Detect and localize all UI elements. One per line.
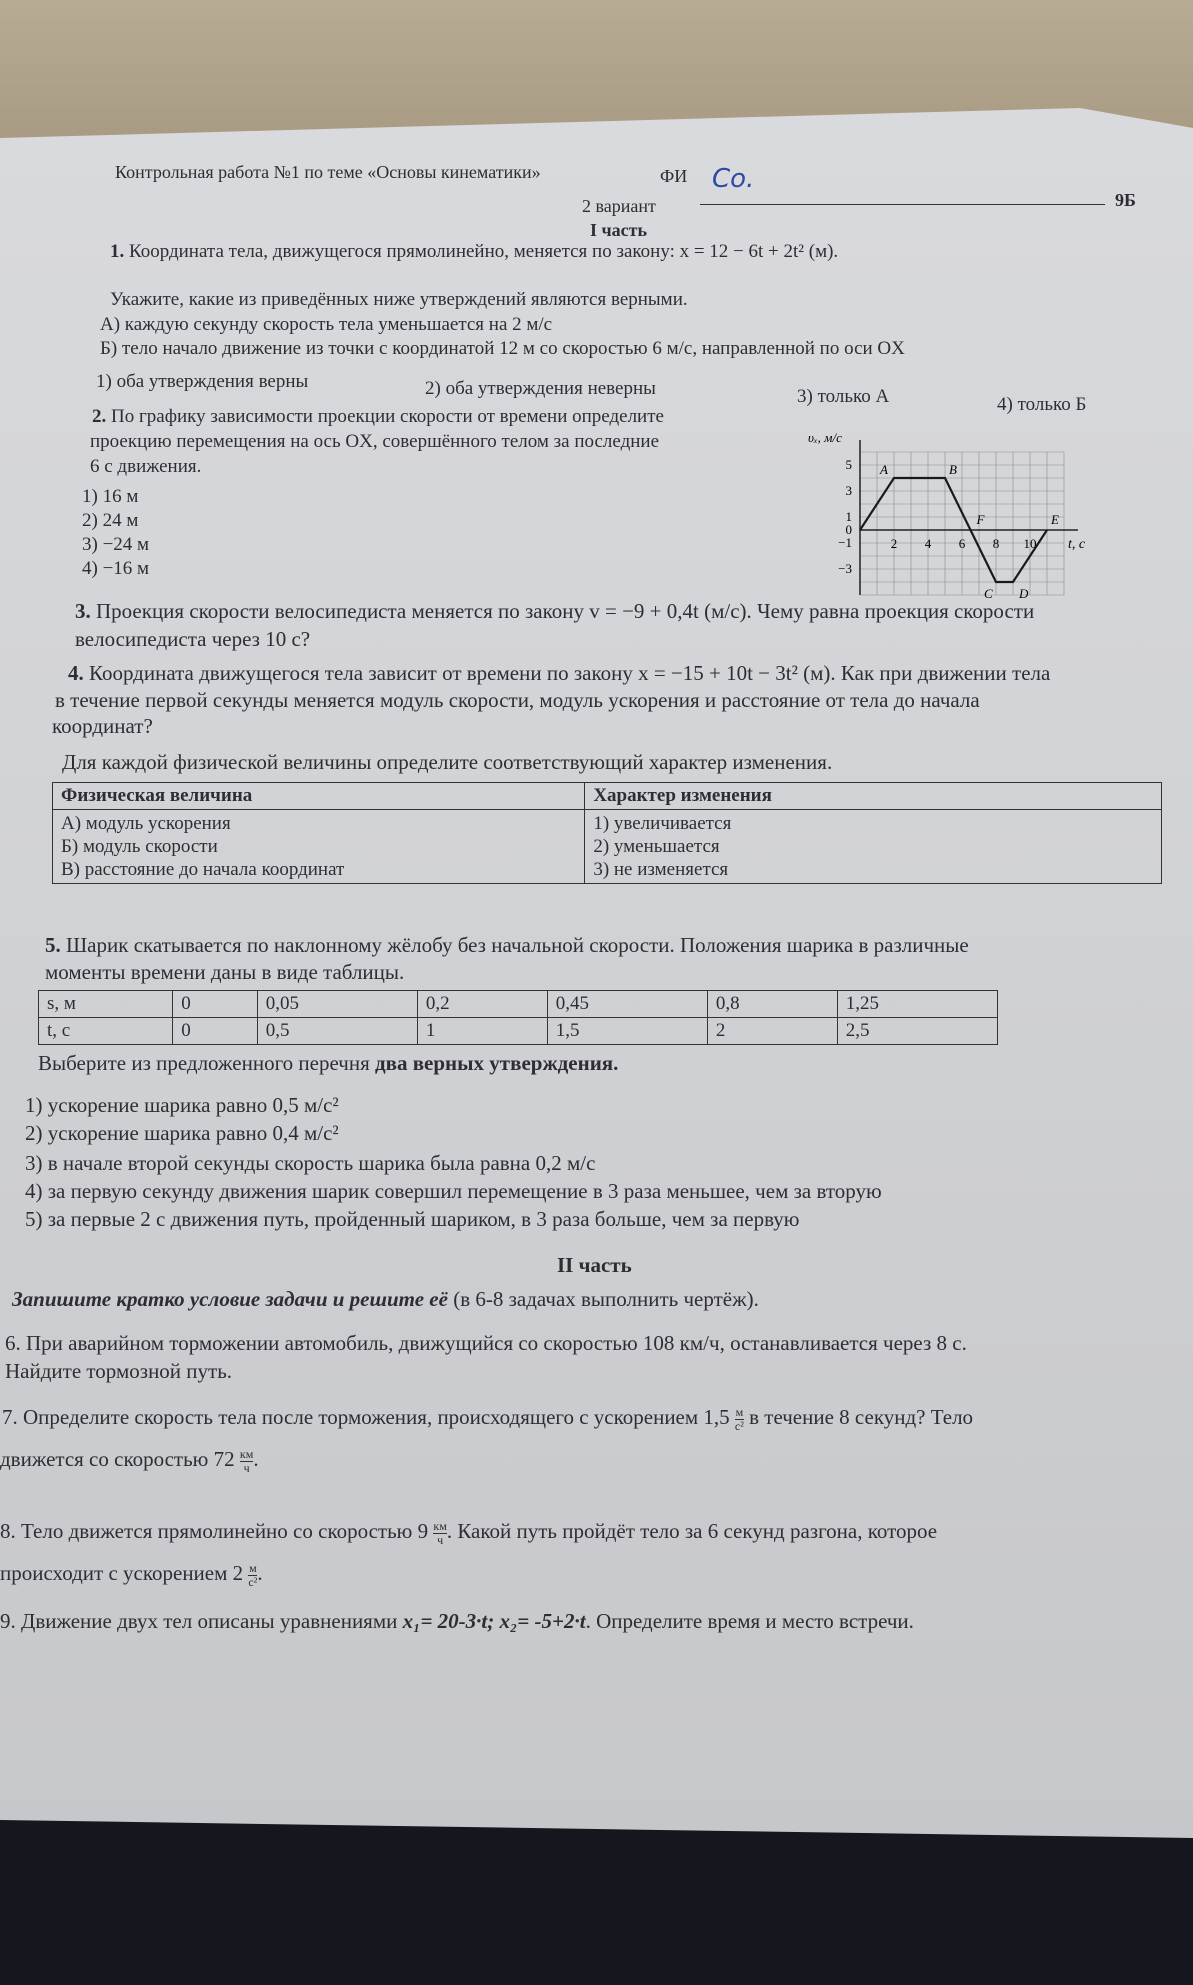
q1-number: 1. bbox=[110, 241, 125, 262]
q5-s-cell: 0,8 bbox=[707, 991, 837, 1018]
q5-t-cell: 0,5 bbox=[257, 1018, 417, 1045]
q2-line3: 6 с движения. bbox=[90, 456, 202, 477]
variant-label: 2 вариант bbox=[582, 196, 656, 216]
point-label-D: D bbox=[1019, 586, 1029, 601]
q5-row-t bbox=[39, 1018, 998, 1045]
q2-line1 bbox=[92, 405, 664, 429]
q5-t-cell: 2 bbox=[707, 1018, 837, 1045]
q1-option-2: 2) оба утверждения неверны bbox=[425, 378, 656, 399]
q2-option-2: 2) 24 м bbox=[82, 510, 139, 531]
q5-instruction-bold: два верных утверждения. bbox=[374, 1051, 619, 1075]
q1-option-1: 1) оба утверждения верны bbox=[96, 371, 309, 392]
q9-text-a: 9. Движение двух тел описаны уравнениями bbox=[0, 1609, 403, 1633]
x-tick-label: 6 bbox=[958, 536, 966, 551]
q2-number: 2. bbox=[92, 406, 107, 427]
q2-option-1: 1) 16 м bbox=[82, 486, 139, 507]
x-tick-label: 2 bbox=[890, 536, 898, 551]
q5-option-3: 3) в начале второй секунды скорость шарика была равна 0,2 м/с bbox=[25, 1151, 596, 1175]
q2-option-3: 3) −24 м bbox=[82, 534, 150, 555]
q1-option-4: 4) только Б bbox=[997, 394, 1087, 415]
y-tick-label: −3 bbox=[838, 561, 852, 576]
q3-line1 bbox=[75, 598, 1034, 624]
x-tick-label: 8 bbox=[992, 536, 1000, 551]
q5-text-1: Шарик скатывается по наклонному жёлобу без начальной скорости. Положения шарика в различные bbox=[66, 933, 969, 957]
q4-table-left-cell bbox=[53, 810, 585, 884]
q8-text-c: происходит с ускорением 2 bbox=[0, 1561, 244, 1585]
q1-statement-b: Б) тело начало движение из точки с координатой 12 м со скоростью 6 м/с, направленной по оси OX bbox=[100, 338, 905, 359]
q2-line2: проекцию перемещения на ось OX, совершённого телом за последние bbox=[90, 431, 660, 452]
q4-change-2: 2) уменьшается bbox=[593, 836, 720, 857]
q7-line2: движется со скоростью 72 $\frac{км}{ч}$ . bbox=[0, 1446, 259, 1475]
q5-number: 5. bbox=[45, 933, 61, 957]
q5-table bbox=[38, 990, 998, 1045]
point-label-F: F bbox=[976, 512, 985, 527]
q5-row-t-label: t, с bbox=[39, 1018, 173, 1045]
q1-text bbox=[110, 240, 838, 264]
point-label-B: B bbox=[949, 462, 957, 477]
x-tick-label: 10 bbox=[1023, 536, 1037, 551]
q1-statement-a: А) каждую секунду скорость тела уменьшается на 2 м/с bbox=[100, 314, 553, 335]
q8-frac2-den: с² bbox=[248, 1574, 258, 1589]
q3-text-1: Проекция скорости велосипедиста меняется по закону v = −9 + 0,4t (м/с). Чему равна проекция скорости bbox=[96, 599, 1035, 623]
part2-instruction bbox=[12, 1286, 759, 1312]
q4-table-head-left: Физическая величина bbox=[53, 783, 585, 810]
velocity-time-graph bbox=[800, 420, 1140, 620]
q4-quantity-c: В) расстояние до начала координат bbox=[61, 859, 345, 880]
q3-line2: велосипедиста через 10 с? bbox=[75, 627, 311, 651]
q7-text-b: в течение 8 секунд? Тело bbox=[749, 1405, 974, 1429]
q7-line1 bbox=[2, 1404, 973, 1433]
fi-label: ФИ bbox=[660, 166, 688, 186]
q4-instruction: Для каждой физической величины определите соответствующий характер изменения. bbox=[62, 750, 833, 774]
y-axis-label: υₓ, м/с bbox=[808, 430, 842, 445]
q1-line1: Координата тела, движущегося прямолинейно, меняется по закону: x = 12 − 6t + 2t² (м). bbox=[129, 241, 839, 262]
q8-line2: происходит с ускорением 2 $\frac{м}{\text{с²}}$ . bbox=[0, 1560, 263, 1589]
q4-line3: координат? bbox=[52, 714, 153, 738]
q7-frac2-den: ч bbox=[243, 1460, 250, 1475]
q5-option-5: 5) за первые 2 с движения путь, пройденный шариком, в 3 раза больше, чем за первую bbox=[25, 1207, 800, 1231]
q4-table-head-right: Характер изменения bbox=[585, 783, 1162, 810]
q5-s-cell: 0 bbox=[173, 991, 257, 1018]
y-tick-label: 5 bbox=[845, 457, 852, 472]
q5-option-1: 1) ускорение шарика равно 0,5 м/с² bbox=[25, 1093, 339, 1117]
q5-s-cell: 0,45 bbox=[547, 991, 707, 1018]
q4-quantity-b: Б) модуль скорости bbox=[61, 836, 218, 857]
q4-table-header bbox=[53, 783, 1162, 810]
q8-frac-den: ч bbox=[437, 1532, 444, 1547]
q2-option-4: 4) −16 м bbox=[82, 558, 150, 579]
q8-frac-num: км bbox=[433, 1518, 447, 1533]
name-line bbox=[700, 204, 1105, 205]
q5-line1 bbox=[45, 932, 969, 958]
q9-text-b: . Определите время и место встречи. bbox=[585, 1609, 914, 1633]
q6-line1: 6. При аварийном торможении автомобиль, движущийся со скоростью 108 км/ч, останавливается через 8 с. bbox=[5, 1331, 967, 1355]
q7-frac2-num: км bbox=[239, 1446, 254, 1461]
q8-unit-fraction-2 bbox=[248, 1562, 257, 1589]
handwritten-name: Со. bbox=[712, 164, 755, 194]
y-tick-label: 0 bbox=[845, 522, 852, 537]
q9-line bbox=[0, 1608, 914, 1634]
q5-s-cell: 1,25 bbox=[837, 991, 997, 1018]
q5-row-s bbox=[39, 991, 998, 1018]
q4-line2: в течение первой секунды меняется модуль скорости, модуль ускорения и расстояние от тела до начала bbox=[55, 688, 980, 712]
q5-option-4: 4) за первую секунду движения шарик совершил перемещение в 3 раза меньшее, чем за вторую bbox=[25, 1179, 882, 1203]
q5-t-cell: 1 bbox=[417, 1018, 547, 1045]
y-tick-label: 1 bbox=[845, 509, 852, 524]
q7-text-c: движется со скоростью 72 bbox=[0, 1447, 235, 1471]
q5-instruction bbox=[38, 1050, 618, 1076]
q5-s-cell: 0,2 bbox=[417, 991, 547, 1018]
y-tick-label: −1 bbox=[838, 535, 852, 550]
q3-number: 3. bbox=[75, 599, 91, 623]
q1-option-3: 3) только А bbox=[797, 386, 890, 407]
q4-text-1: Координата движущегося тела зависит от времени по закону x = −15 + 10t − 3t² (м). Как при движении тела bbox=[89, 661, 1051, 685]
q8-frac2-num: м bbox=[249, 1560, 257, 1575]
q7-unit-fraction bbox=[735, 1406, 744, 1433]
q5-option-2: 2) ускорение шарика равно 0,4 м/с² bbox=[25, 1121, 339, 1145]
q8-line1 bbox=[0, 1518, 937, 1547]
q4-number: 4. bbox=[68, 661, 84, 685]
q4-table-body bbox=[53, 810, 1162, 884]
q7-unit-fraction-2 bbox=[240, 1448, 253, 1475]
part1-heading: I часть bbox=[590, 220, 648, 240]
q5-t-cell: 2,5 bbox=[837, 1018, 997, 1045]
q5-t-cell: 1,5 bbox=[547, 1018, 707, 1045]
part2-instruction-bold: Запишите кратко условие задачи и решите её bbox=[12, 1287, 448, 1311]
q4-quantity-a: А) модуль ускорения bbox=[61, 813, 231, 834]
q4-table-right-cell bbox=[585, 810, 1162, 884]
q7-frac-den: с² bbox=[734, 1418, 744, 1433]
q9-equations: x₁= 20-3·t; x₂= -5+2·t bbox=[402, 1609, 586, 1633]
part2-instruction-rest: (в 6-8 задачах выполнить чертёж). bbox=[447, 1287, 759, 1311]
q4-change-3: 3) не изменяется bbox=[593, 859, 729, 880]
q4-line1 bbox=[68, 660, 1050, 686]
q5-row-s-label: s, м bbox=[39, 991, 173, 1018]
point-label-E: E bbox=[1051, 512, 1059, 527]
q8-text-a: 8. Тело движется прямолинейно со скоростью 9 bbox=[0, 1519, 429, 1543]
x-tick-label: 4 bbox=[924, 536, 932, 551]
q7-text-a: 7. Определите скорость тела после торможения, происходящего с ускорением 1,5 bbox=[2, 1405, 730, 1429]
part2-heading: II часть bbox=[557, 1253, 632, 1277]
q5-t-cell: 0 bbox=[173, 1018, 257, 1045]
q2-text-1: По графику зависимости проекции скорости от времени определите bbox=[111, 406, 664, 427]
q1-line2: Укажите, какие из приведённых ниже утверждений являются верными. bbox=[110, 289, 688, 310]
q7-frac-num: м bbox=[735, 1404, 744, 1419]
q8-text-b: . Какой путь пройдёт тело за 6 секунд разгона, которое bbox=[446, 1519, 938, 1543]
page-title: Контрольная работа №1 по теме «Основы кинематики» bbox=[115, 162, 541, 182]
q6-line2: Найдите тормозной путь. bbox=[5, 1359, 233, 1383]
q5-line2: моменты времени даны в виде таблицы. bbox=[45, 960, 405, 984]
q5-instruction-text: Выберите из предложенного перечня bbox=[38, 1051, 375, 1075]
q4-table bbox=[52, 782, 1162, 884]
q5-s-cell: 0,05 bbox=[257, 991, 417, 1018]
y-tick-label: 3 bbox=[845, 483, 852, 498]
point-label-A: A bbox=[880, 462, 888, 477]
q8-unit-fraction bbox=[433, 1520, 446, 1547]
point-label-C: C bbox=[984, 586, 993, 601]
x-axis-label: t, с bbox=[1068, 537, 1086, 552]
q4-change-1: 1) увеличивается bbox=[593, 813, 732, 834]
class-label: 9Б bbox=[1115, 190, 1136, 210]
